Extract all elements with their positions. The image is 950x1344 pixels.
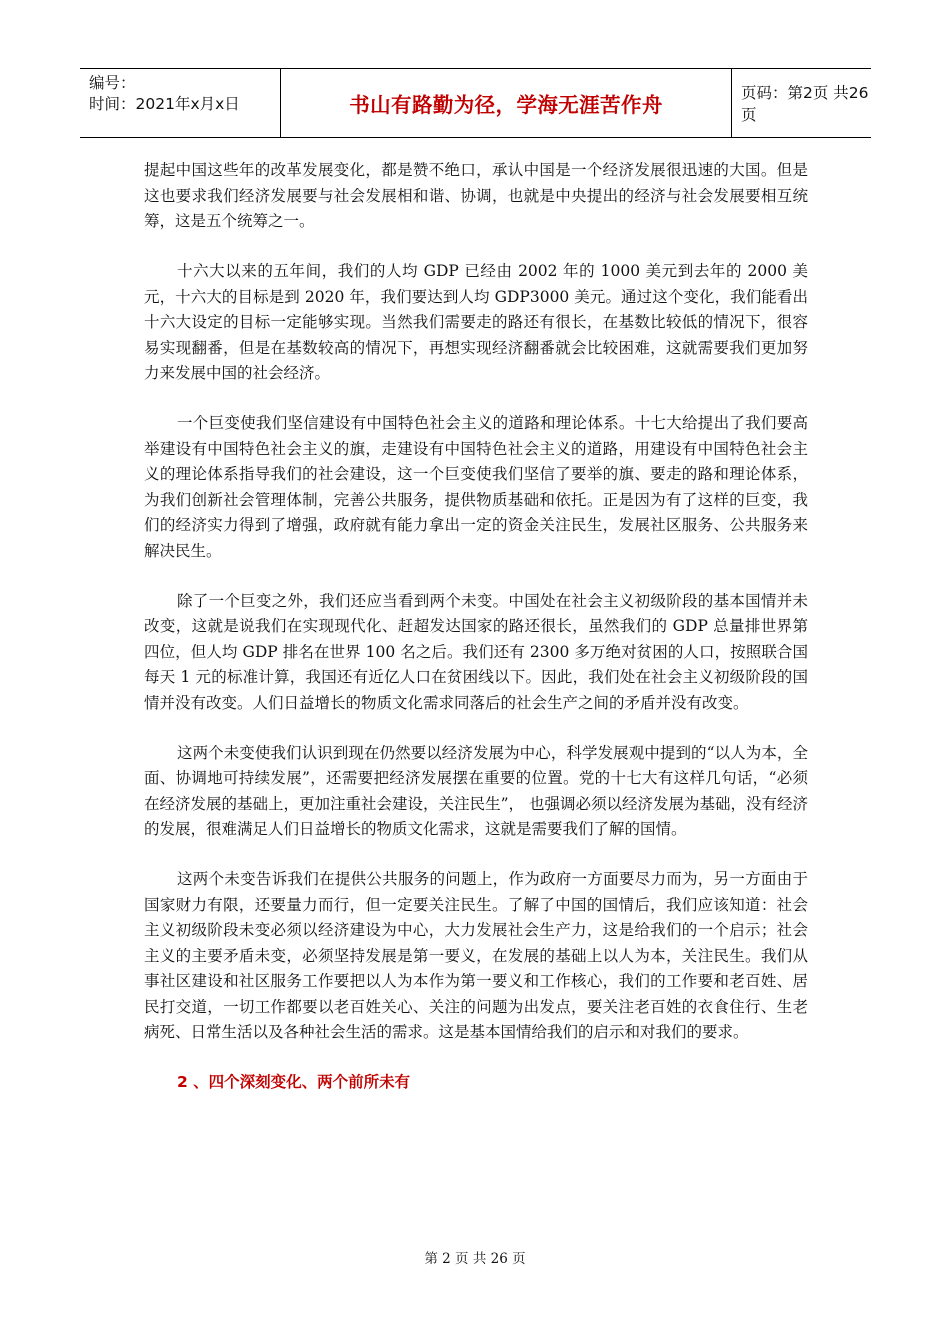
header-page-info: 页码：第2页 共26页 (741, 84, 869, 124)
paragraph: 这两个未变使我们认识到现在仍然要以经济发展为中心，科学发展观中提到的“以人为本，全面、协调地可持续发展”，还需要把经济发展摆在重要的位置。党的十七大有这样几句话，“必须在经济发展的基础上，更加注重社会建设，关注民生”， 也强调必须以经济发展为基础，没有经济的发展，很难满足人们日益增长的物质文化需求，这就是需要我们了解的国情。 (144, 743, 808, 838)
paragraph: 这两个未变告诉我们在提供公共服务的问题上，作为政府一方面要尽力而为，另一方面由于国家财力有限，还要量力而行，但一定要关注民生。了解了中国的国情后，我们应该知道：社会主义初级阶段未变必须以经济建设为中心，大力发展社会生产力，这是给我们的一个启示；社会主义的主要矛盾未变，必须坚持发展是第一要义，在发展的基础上以人为本，关注民生。我们从事社区建设和社区服务工作要把以人为本作为第一要义和工作核心，我们的工作要和老百姓、居民打交道，一切工作都要以老百姓关心、关注的问题为出发点，要关注老百姓的衣食住行、生老病死、日常生活以及各种社会生活的需求。这是基本国情给我们的启示和对我们的要求。 (144, 870, 808, 1041)
paragraph: 提起中国这些年的改革发展变化，都是赞不绝口，承认中国是一个经济发展很迅速的大国。但是这也要求我们经济发展要与社会发展相和谐、协调，也就是中央提出的经济与社会发展要相互统筹，这是五个统筹之一。 (144, 161, 808, 230)
page-header (80, 68, 871, 138)
serial-label: 编号： (89, 74, 136, 92)
header-motto: 书山有路勤为径，学海无涯苦作舟 (281, 69, 732, 137)
paragraph: 十六大以来的五年间，我们的人均 GDP 已经由 2002 年的 1000 美元到去年的 2000 美元，十六大的目标是到 2020 年，我们要达到人均 GDP3000 美元。通过这个变化，我们能看出十六大设定的目标一定能够实现。当然我们需要走的路还有很长，在基数比较低的情况下，很容易实现翻番，但是在基数较高的情况下，再想实现经济翻番就会比较困难，这就需要我们更加努力来发展中国的社会经济。 (144, 262, 808, 382)
document-body (144, 158, 808, 1096)
paragraph: 一个巨变使我们坚信建设有中国特色社会主义的道路和理论体系。十七大给提出了我们要高举建设有中国特色社会主义的旗，走建设有中国特色社会主义的道路，用建设有中国特色社会主义的理论体系指导我们的社会建设，这一个巨变使我们坚信了要举的旗、要走的路和理论体系，为我们创新社会管理体制，完善公共服务，提供物质基础和依托。正是因为有了这样的巨变，我们的经济实力得到了增强，政府就有能力拿出一定的资金关注民生，发展社区服务、公共服务来解决民生。 (144, 414, 808, 560)
paragraph: 除了一个巨变之外，我们还应当看到两个未变。中国处在社会主义初级阶段的基本国情并未改变，这就是说我们在实现现代化、赶超发达国家的路还很长，虽然我们的 GDP 总量排世界第四位，但人均 GDP 排名在世界 100 名之后。我们还有 2300 多万绝对贫困的人口，按照联合国每天 1 元的标准计算，我国还有近亿人口在贫困线以下。因此，我们处在社会主义初级阶段的国情并没有改变。人们日益增长的物质文化需求同落后的社会生产之间的矛盾并没有改变。 (144, 591, 808, 712)
date-label: 时间：2021年x月x日 (89, 95, 240, 113)
header-meta (80, 69, 281, 137)
section-heading: 2 、四个深刻变化、两个前所未有 (177, 1073, 411, 1091)
page-footer: 第 2 页 共 26 页 (424, 1251, 526, 1267)
